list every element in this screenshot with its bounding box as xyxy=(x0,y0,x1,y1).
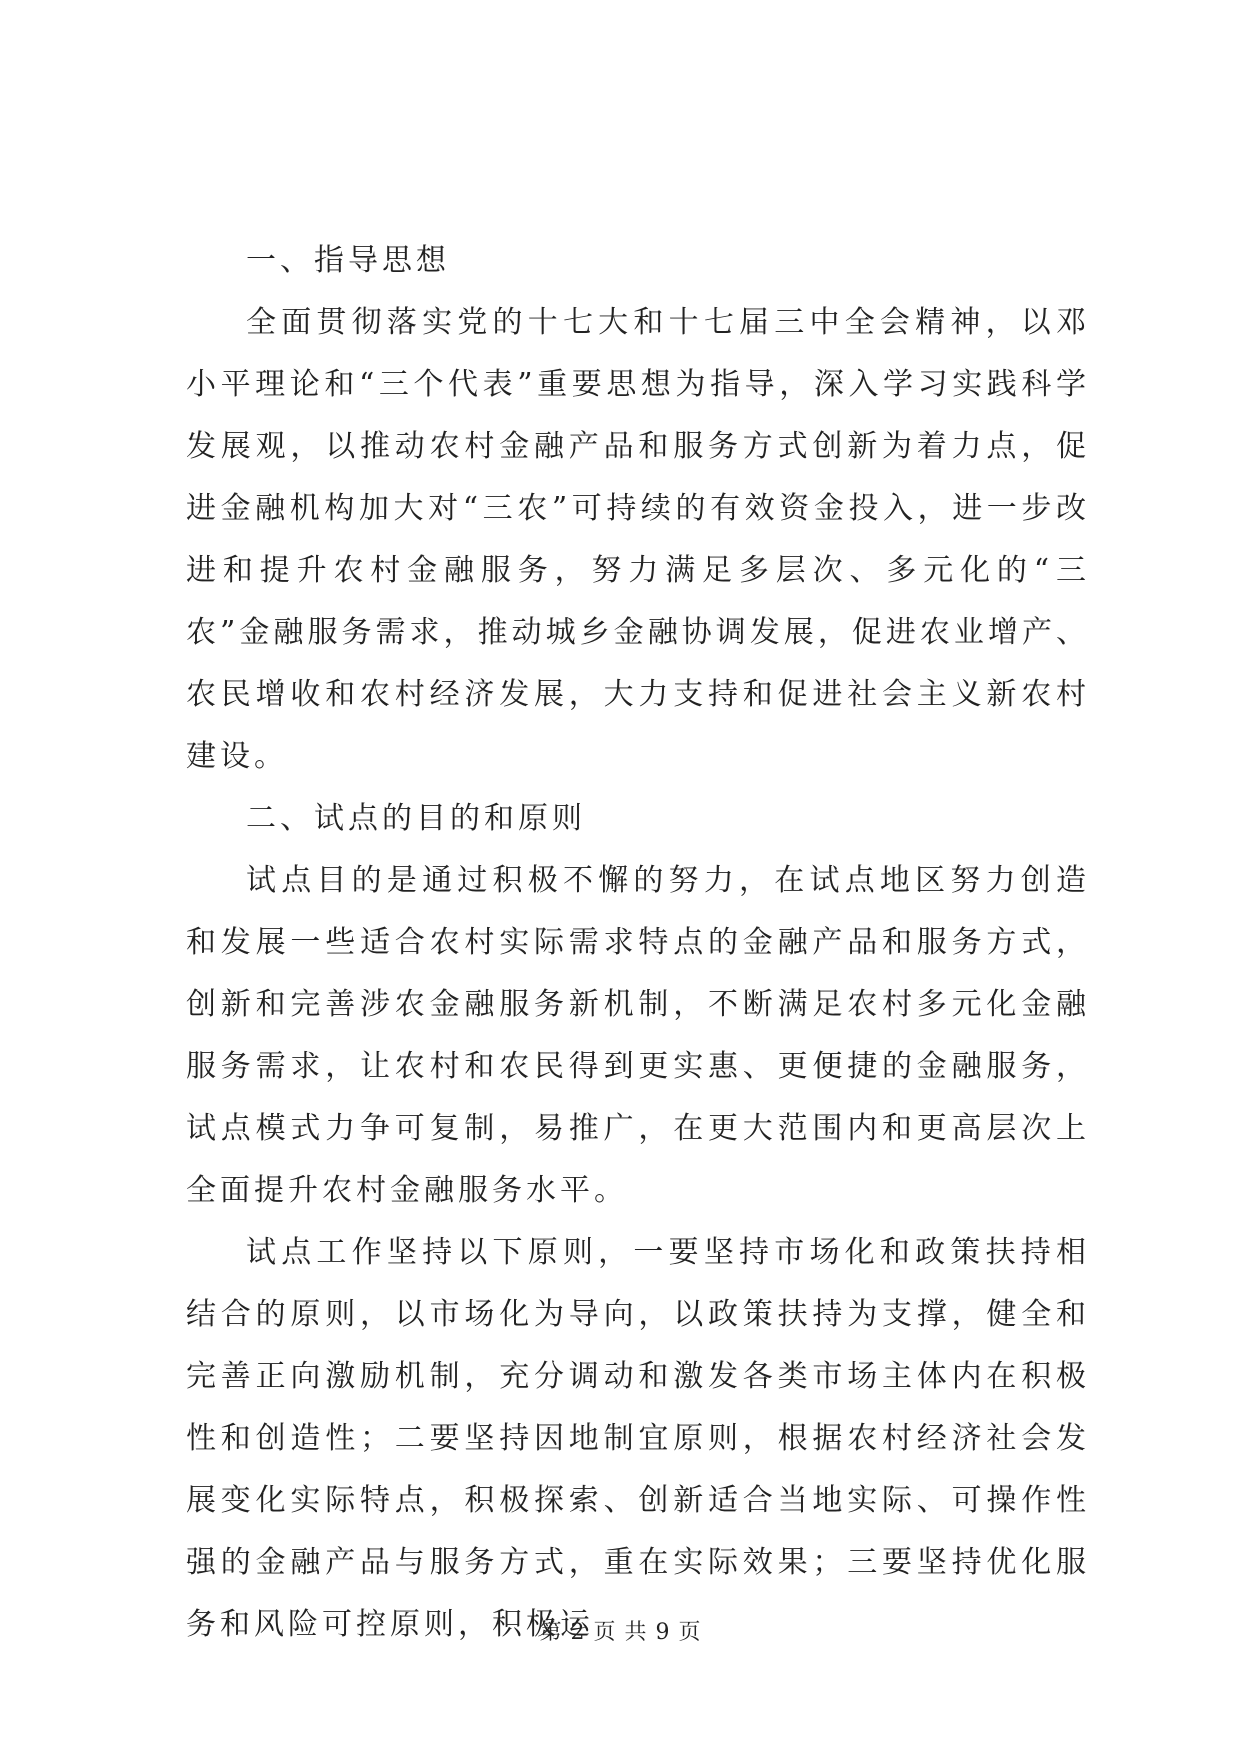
document-body xyxy=(186,230,1090,1656)
paragraph-principles: 试点工作坚持以下原则，一要坚持市场化和政策扶持相结合的原则，以市场化为导向，以政策扶持为支撑，健全和完善正向激励机制，充分调动和激发各类市场主体内在积极性和创造性；二要坚持因地制宜原则，根据农村经济社会发展变化实际特点，积极探索、创新适合当地实际、可操作性强的金融产品与服务方式，重在实际效果；三要坚持优化服务和风险可控原则，积极运 xyxy=(186,1235,1090,1642)
paragraph-purpose: 试点目的是通过积极不懈的努力，在试点地区努力创造和发展一些适合农村实际需求特点的金融产品和服务方式，创新和完善涉农金融服务新机制，不断满足农村多元化金融服务需求，让农村和农民得到更实惠、更便捷的金融服务，试点模式力争可复制，易推广，在更大范围内和更高层次上全面提升农村金融服务水平。 xyxy=(186,863,1090,1208)
section-heading-purpose-principles: 二、试点的目的和原则 xyxy=(246,801,586,836)
page-number-footer: 第 2 页 共 9 页 xyxy=(539,1620,702,1645)
section-heading-guiding-ideology: 一、指导思想 xyxy=(246,243,450,278)
paragraph-guiding-ideology: 全面贯彻落实党的十七大和十七届三中全会精神，以邓小平理论和“三个代表”重要思想为指导，深入学习实践科学发展观，以推动农村金融产品和服务方式创新为着力点，促进金融机构加大对“三农”可持续的有效资金投入，进一步改进和提升农村金融服务，努力满足多层次、多元化的“三农”金融服务需求，推动城乡金融协调发展，促进农业增产、农民增收和农村经济发展，大力支持和促进社会主义新农村建设。 xyxy=(186,305,1090,774)
